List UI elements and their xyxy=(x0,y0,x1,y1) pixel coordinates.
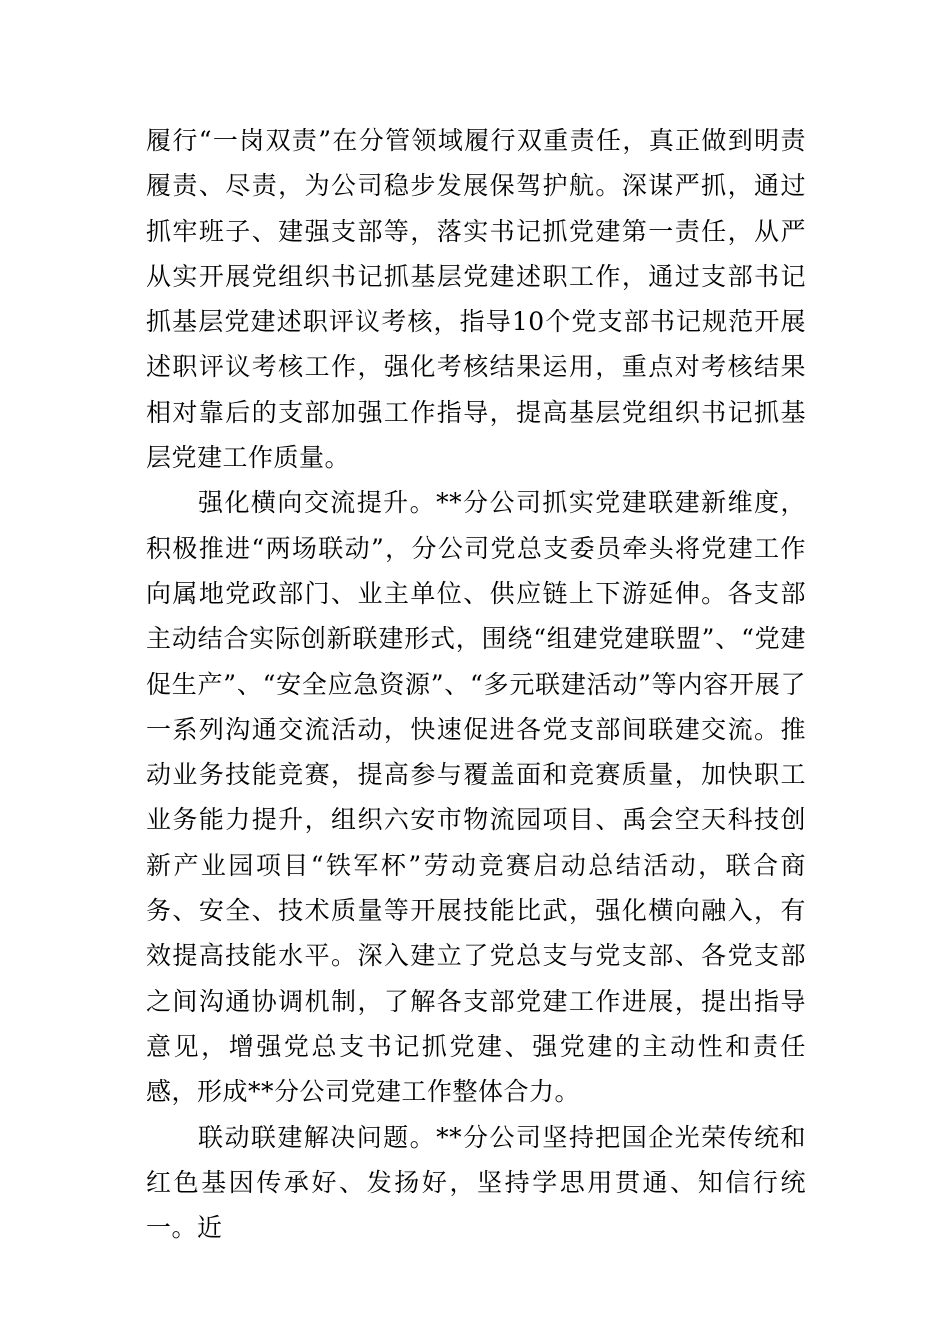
paragraph-horizontal-exchange: 强化横向交流提升。**分公司抓实党建联建新维度，积极推进“两场联动”，分公司党总支委员牵头将党建工作向属地党政部门、业主单位、供应链上下游延伸。各支部主动结合实际创新联建形式，围绕“组建党建联盟”、“党建促生产”、“安全应急资源”、“多元联建活动”等内容开展了一系列沟通交流活动，快速促进各党支部间联建交流。推动业务技能竞赛，提高参与覆盖面和竞赛质量，加快职工业务能力提升，组织六安市物流园项目、禹会空天科技创新产业园项目“铁军杯”劳动竞赛启动总结活动，联合商务、安全、技术质量等开展技能比武，强化横向融入，有效提高技能水平。深入建立了党总支与党支部、各党支部之间沟通协调机制，了解各支部党建工作进展，提出指导意见，增强党总支书记抓党建、强党建的主动性和责任感，形成**分公司党建工作整体合力。 xyxy=(146,488,806,1107)
paragraph-joint-building: 联动联建解决问题。**分公司坚持把国企光荣传统和红色基因传承好、发扬好，坚持学思用贯通、知信行统一。近 xyxy=(146,1122,806,1243)
document-body xyxy=(146,118,806,1250)
paragraph-responsibility: 履行“一岗双责”在分管领域履行双重责任，真正做到明责履责、尽责，为公司稳步发展保驾护航。深谋严抓，通过抓牢班子、建强支部等，落实书记抓党建第一责任，从严从实开展党组织书记抓基层党建述职工作，通过支部书记抓基层党建述职评议考核，指导10个党支部书记规范开展述职评议考核工作，强化考核结果运用，重点对考核结果相对靠后的支部加强工作指导，提高基层党组织书记抓基层党建工作质量。 xyxy=(146,126,806,473)
